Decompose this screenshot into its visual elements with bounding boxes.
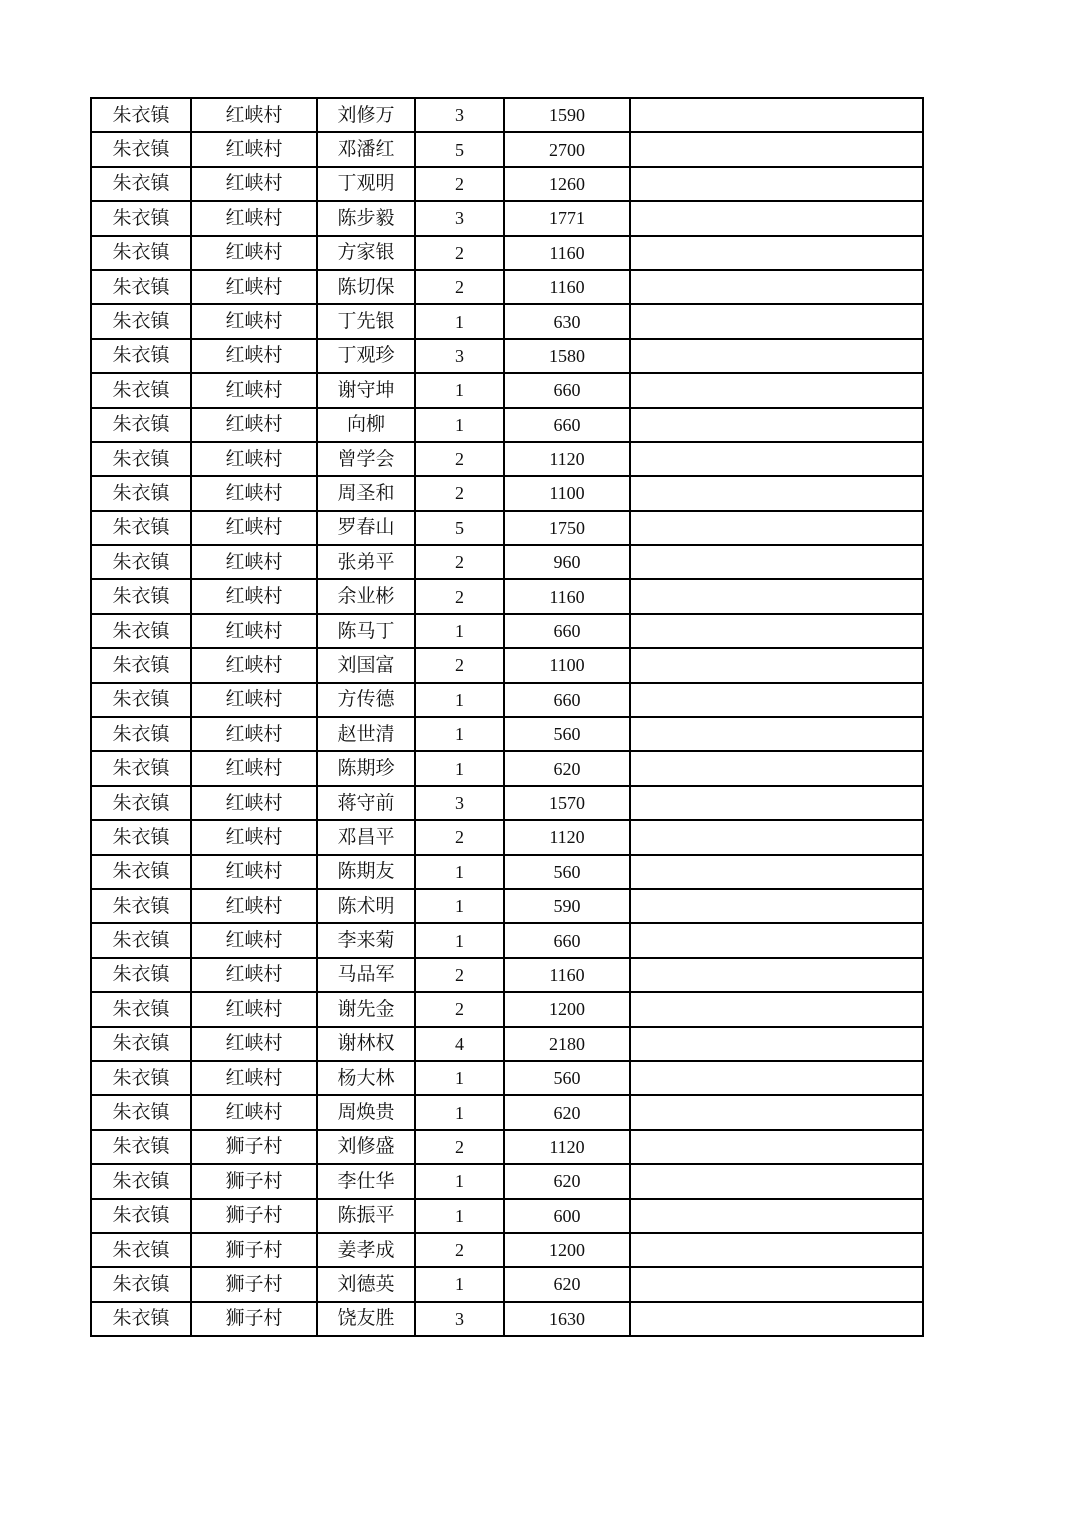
remark-cell (630, 1267, 923, 1301)
table-row (91, 236, 923, 270)
table-row (91, 579, 923, 613)
village-cell: 红峡村 (191, 855, 317, 889)
town-cell: 朱衣镇 (91, 889, 191, 923)
remark-cell (630, 820, 923, 854)
count-cell: 1 (415, 614, 504, 648)
remark-cell (630, 408, 923, 442)
name-cell: 李仕华 (317, 1164, 415, 1198)
name-cell: 刘修盛 (317, 1130, 415, 1164)
amount-cell: 620 (504, 1267, 630, 1301)
count-cell: 1 (415, 1267, 504, 1301)
amount-cell: 620 (504, 1164, 630, 1198)
table-row (91, 786, 923, 820)
remark-cell (630, 1164, 923, 1198)
town-cell: 朱衣镇 (91, 992, 191, 1026)
village-cell: 红峡村 (191, 304, 317, 338)
village-cell: 红峡村 (191, 683, 317, 717)
town-cell: 朱衣镇 (91, 614, 191, 648)
amount-cell: 2180 (504, 1027, 630, 1061)
village-cell: 红峡村 (191, 442, 317, 476)
count-cell: 1 (415, 855, 504, 889)
table-row (91, 270, 923, 304)
amount-cell: 660 (504, 683, 630, 717)
amount-cell: 660 (504, 614, 630, 648)
amount-cell: 1160 (504, 236, 630, 270)
name-cell: 周圣和 (317, 476, 415, 510)
remark-cell (630, 236, 923, 270)
count-cell: 3 (415, 786, 504, 820)
village-cell: 红峡村 (191, 992, 317, 1026)
remark-cell (630, 1061, 923, 1095)
count-cell: 2 (415, 958, 504, 992)
town-cell: 朱衣镇 (91, 1061, 191, 1095)
town-cell: 朱衣镇 (91, 1302, 191, 1336)
name-cell: 谢林权 (317, 1027, 415, 1061)
remark-cell (630, 511, 923, 545)
amount-cell: 1160 (504, 958, 630, 992)
table-row (91, 683, 923, 717)
name-cell: 陈期珍 (317, 751, 415, 785)
amount-cell: 1260 (504, 167, 630, 201)
count-cell: 5 (415, 132, 504, 166)
remark-cell (630, 648, 923, 682)
town-cell: 朱衣镇 (91, 579, 191, 613)
town-cell: 朱衣镇 (91, 1233, 191, 1267)
table-row (91, 1027, 923, 1061)
count-cell: 1 (415, 1199, 504, 1233)
remark-cell (630, 992, 923, 1026)
name-cell: 饶友胜 (317, 1302, 415, 1336)
table-row (91, 923, 923, 957)
village-cell: 红峡村 (191, 751, 317, 785)
count-cell: 1 (415, 304, 504, 338)
village-cell: 红峡村 (191, 373, 317, 407)
town-cell: 朱衣镇 (91, 786, 191, 820)
village-cell: 红峡村 (191, 786, 317, 820)
village-cell: 红峡村 (191, 167, 317, 201)
count-cell: 1 (415, 683, 504, 717)
amount-cell: 1120 (504, 442, 630, 476)
table-row (91, 820, 923, 854)
amount-cell: 1590 (504, 98, 630, 132)
name-cell: 罗春山 (317, 511, 415, 545)
amount-cell: 960 (504, 545, 630, 579)
town-cell: 朱衣镇 (91, 751, 191, 785)
remark-cell (630, 98, 923, 132)
count-cell: 2 (415, 545, 504, 579)
remark-cell (630, 579, 923, 613)
village-cell: 红峡村 (191, 339, 317, 373)
town-cell: 朱衣镇 (91, 1164, 191, 1198)
name-cell: 余业彬 (317, 579, 415, 613)
amount-cell: 1750 (504, 511, 630, 545)
count-cell: 1 (415, 923, 504, 957)
remark-cell (630, 751, 923, 785)
table-row (91, 1199, 923, 1233)
village-cell: 红峡村 (191, 889, 317, 923)
count-cell: 4 (415, 1027, 504, 1061)
table-row (91, 614, 923, 648)
count-cell: 1 (415, 1095, 504, 1129)
remark-cell (630, 339, 923, 373)
amount-cell: 1570 (504, 786, 630, 820)
name-cell: 周焕贵 (317, 1095, 415, 1129)
town-cell: 朱衣镇 (91, 236, 191, 270)
amount-cell: 1100 (504, 476, 630, 510)
count-cell: 2 (415, 648, 504, 682)
remark-cell (630, 923, 923, 957)
table-row (91, 167, 923, 201)
town-cell: 朱衣镇 (91, 1267, 191, 1301)
town-cell: 朱衣镇 (91, 1027, 191, 1061)
remark-cell (630, 442, 923, 476)
village-cell: 狮子村 (191, 1267, 317, 1301)
town-cell: 朱衣镇 (91, 167, 191, 201)
count-cell: 1 (415, 1164, 504, 1198)
remark-cell (630, 1095, 923, 1129)
table-row (91, 304, 923, 338)
amount-cell: 590 (504, 889, 630, 923)
amount-cell: 660 (504, 923, 630, 957)
count-cell: 2 (415, 167, 504, 201)
table-row (91, 373, 923, 407)
remark-cell (630, 132, 923, 166)
remark-cell (630, 1199, 923, 1233)
remark-cell (630, 1233, 923, 1267)
table-row (91, 1095, 923, 1129)
table-row (91, 339, 923, 373)
amount-cell: 1100 (504, 648, 630, 682)
table-row (91, 408, 923, 442)
name-cell: 向柳 (317, 408, 415, 442)
remark-cell (630, 201, 923, 235)
town-cell: 朱衣镇 (91, 958, 191, 992)
name-cell: 谢先金 (317, 992, 415, 1026)
village-cell: 红峡村 (191, 1095, 317, 1129)
count-cell: 1 (415, 889, 504, 923)
table-row (91, 511, 923, 545)
village-cell: 狮子村 (191, 1199, 317, 1233)
name-cell: 姜孝成 (317, 1233, 415, 1267)
village-cell: 红峡村 (191, 511, 317, 545)
table-row (91, 98, 923, 132)
name-cell: 赵世清 (317, 717, 415, 751)
amount-cell: 1630 (504, 1302, 630, 1336)
name-cell: 刘修万 (317, 98, 415, 132)
table-row (91, 958, 923, 992)
remark-cell (630, 614, 923, 648)
name-cell: 邓昌平 (317, 820, 415, 854)
table-row (91, 1130, 923, 1164)
name-cell: 方传德 (317, 683, 415, 717)
remark-cell (630, 717, 923, 751)
amount-cell: 1580 (504, 339, 630, 373)
table-row (91, 1302, 923, 1336)
count-cell: 1 (415, 717, 504, 751)
village-cell: 红峡村 (191, 1061, 317, 1095)
village-cell: 红峡村 (191, 717, 317, 751)
amount-cell: 1200 (504, 1233, 630, 1267)
table-row (91, 201, 923, 235)
village-cell: 红峡村 (191, 132, 317, 166)
village-cell: 红峡村 (191, 648, 317, 682)
town-cell: 朱衣镇 (91, 132, 191, 166)
amount-cell: 620 (504, 1095, 630, 1129)
remark-cell (630, 476, 923, 510)
village-cell: 红峡村 (191, 270, 317, 304)
remark-cell (630, 373, 923, 407)
town-cell: 朱衣镇 (91, 545, 191, 579)
name-cell: 丁观明 (317, 167, 415, 201)
subsidy-table (90, 97, 924, 1337)
table-row (91, 717, 923, 751)
village-cell: 狮子村 (191, 1130, 317, 1164)
village-cell: 红峡村 (191, 476, 317, 510)
count-cell: 1 (415, 751, 504, 785)
count-cell: 2 (415, 992, 504, 1026)
village-cell: 红峡村 (191, 579, 317, 613)
amount-cell: 1200 (504, 992, 630, 1026)
count-cell: 2 (415, 236, 504, 270)
village-cell: 狮子村 (191, 1302, 317, 1336)
table-row (91, 476, 923, 510)
name-cell: 蒋守前 (317, 786, 415, 820)
name-cell: 方家银 (317, 236, 415, 270)
town-cell: 朱衣镇 (91, 923, 191, 957)
count-cell: 2 (415, 1130, 504, 1164)
table-row (91, 751, 923, 785)
village-cell: 红峡村 (191, 236, 317, 270)
table-row (91, 1061, 923, 1095)
table-row (91, 1164, 923, 1198)
town-cell: 朱衣镇 (91, 304, 191, 338)
name-cell: 陈期友 (317, 855, 415, 889)
town-cell: 朱衣镇 (91, 442, 191, 476)
town-cell: 朱衣镇 (91, 476, 191, 510)
name-cell: 陈步毅 (317, 201, 415, 235)
remark-cell (630, 304, 923, 338)
remark-cell (630, 1302, 923, 1336)
remark-cell (630, 1027, 923, 1061)
name-cell: 陈振平 (317, 1199, 415, 1233)
town-cell: 朱衣镇 (91, 683, 191, 717)
village-cell: 红峡村 (191, 1027, 317, 1061)
table-row (91, 442, 923, 476)
remark-cell (630, 683, 923, 717)
village-cell: 红峡村 (191, 201, 317, 235)
remark-cell (630, 167, 923, 201)
name-cell: 马品军 (317, 958, 415, 992)
table-row (91, 889, 923, 923)
village-cell: 红峡村 (191, 958, 317, 992)
count-cell: 3 (415, 1302, 504, 1336)
town-cell: 朱衣镇 (91, 270, 191, 304)
name-cell: 谢守坤 (317, 373, 415, 407)
name-cell: 刘德英 (317, 1267, 415, 1301)
amount-cell: 1120 (504, 1130, 630, 1164)
town-cell: 朱衣镇 (91, 1130, 191, 1164)
amount-cell: 1160 (504, 579, 630, 613)
town-cell: 朱衣镇 (91, 820, 191, 854)
amount-cell: 560 (504, 717, 630, 751)
table-row (91, 545, 923, 579)
village-cell: 红峡村 (191, 820, 317, 854)
town-cell: 朱衣镇 (91, 511, 191, 545)
count-cell: 2 (415, 820, 504, 854)
name-cell: 陈马丁 (317, 614, 415, 648)
town-cell: 朱衣镇 (91, 855, 191, 889)
amount-cell: 600 (504, 1199, 630, 1233)
amount-cell: 1160 (504, 270, 630, 304)
name-cell: 丁先银 (317, 304, 415, 338)
name-cell: 杨大林 (317, 1061, 415, 1095)
table-row (91, 132, 923, 166)
name-cell: 丁观珍 (317, 339, 415, 373)
name-cell: 邓潘红 (317, 132, 415, 166)
remark-cell (630, 958, 923, 992)
count-cell: 5 (415, 511, 504, 545)
count-cell: 3 (415, 98, 504, 132)
name-cell: 陈切保 (317, 270, 415, 304)
amount-cell: 620 (504, 751, 630, 785)
table-row (91, 648, 923, 682)
name-cell: 刘国富 (317, 648, 415, 682)
amount-cell: 560 (504, 1061, 630, 1095)
count-cell: 3 (415, 201, 504, 235)
village-cell: 红峡村 (191, 545, 317, 579)
town-cell: 朱衣镇 (91, 201, 191, 235)
village-cell: 红峡村 (191, 923, 317, 957)
count-cell: 3 (415, 339, 504, 373)
count-cell: 1 (415, 408, 504, 442)
table-body (91, 98, 923, 1336)
count-cell: 2 (415, 270, 504, 304)
table-row (91, 1233, 923, 1267)
amount-cell: 560 (504, 855, 630, 889)
amount-cell: 1120 (504, 820, 630, 854)
remark-cell (630, 270, 923, 304)
count-cell: 1 (415, 1061, 504, 1095)
town-cell: 朱衣镇 (91, 339, 191, 373)
name-cell: 李来菊 (317, 923, 415, 957)
count-cell: 1 (415, 373, 504, 407)
amount-cell: 630 (504, 304, 630, 338)
table-row (91, 992, 923, 1026)
count-cell: 2 (415, 1233, 504, 1267)
town-cell: 朱衣镇 (91, 648, 191, 682)
amount-cell: 1771 (504, 201, 630, 235)
town-cell: 朱衣镇 (91, 373, 191, 407)
remark-cell (630, 786, 923, 820)
count-cell: 2 (415, 442, 504, 476)
town-cell: 朱衣镇 (91, 98, 191, 132)
village-cell: 狮子村 (191, 1233, 317, 1267)
village-cell: 红峡村 (191, 408, 317, 442)
village-cell: 红峡村 (191, 98, 317, 132)
count-cell: 2 (415, 476, 504, 510)
table-row (91, 855, 923, 889)
remark-cell (630, 1130, 923, 1164)
table-row (91, 1267, 923, 1301)
amount-cell: 660 (504, 408, 630, 442)
remark-cell (630, 545, 923, 579)
town-cell: 朱衣镇 (91, 1199, 191, 1233)
name-cell: 曾学会 (317, 442, 415, 476)
town-cell: 朱衣镇 (91, 408, 191, 442)
remark-cell (630, 889, 923, 923)
name-cell: 陈术明 (317, 889, 415, 923)
village-cell: 红峡村 (191, 614, 317, 648)
amount-cell: 660 (504, 373, 630, 407)
name-cell: 张弟平 (317, 545, 415, 579)
town-cell: 朱衣镇 (91, 717, 191, 751)
town-cell: 朱衣镇 (91, 1095, 191, 1129)
amount-cell: 2700 (504, 132, 630, 166)
village-cell: 狮子村 (191, 1164, 317, 1198)
remark-cell (630, 855, 923, 889)
count-cell: 2 (415, 579, 504, 613)
